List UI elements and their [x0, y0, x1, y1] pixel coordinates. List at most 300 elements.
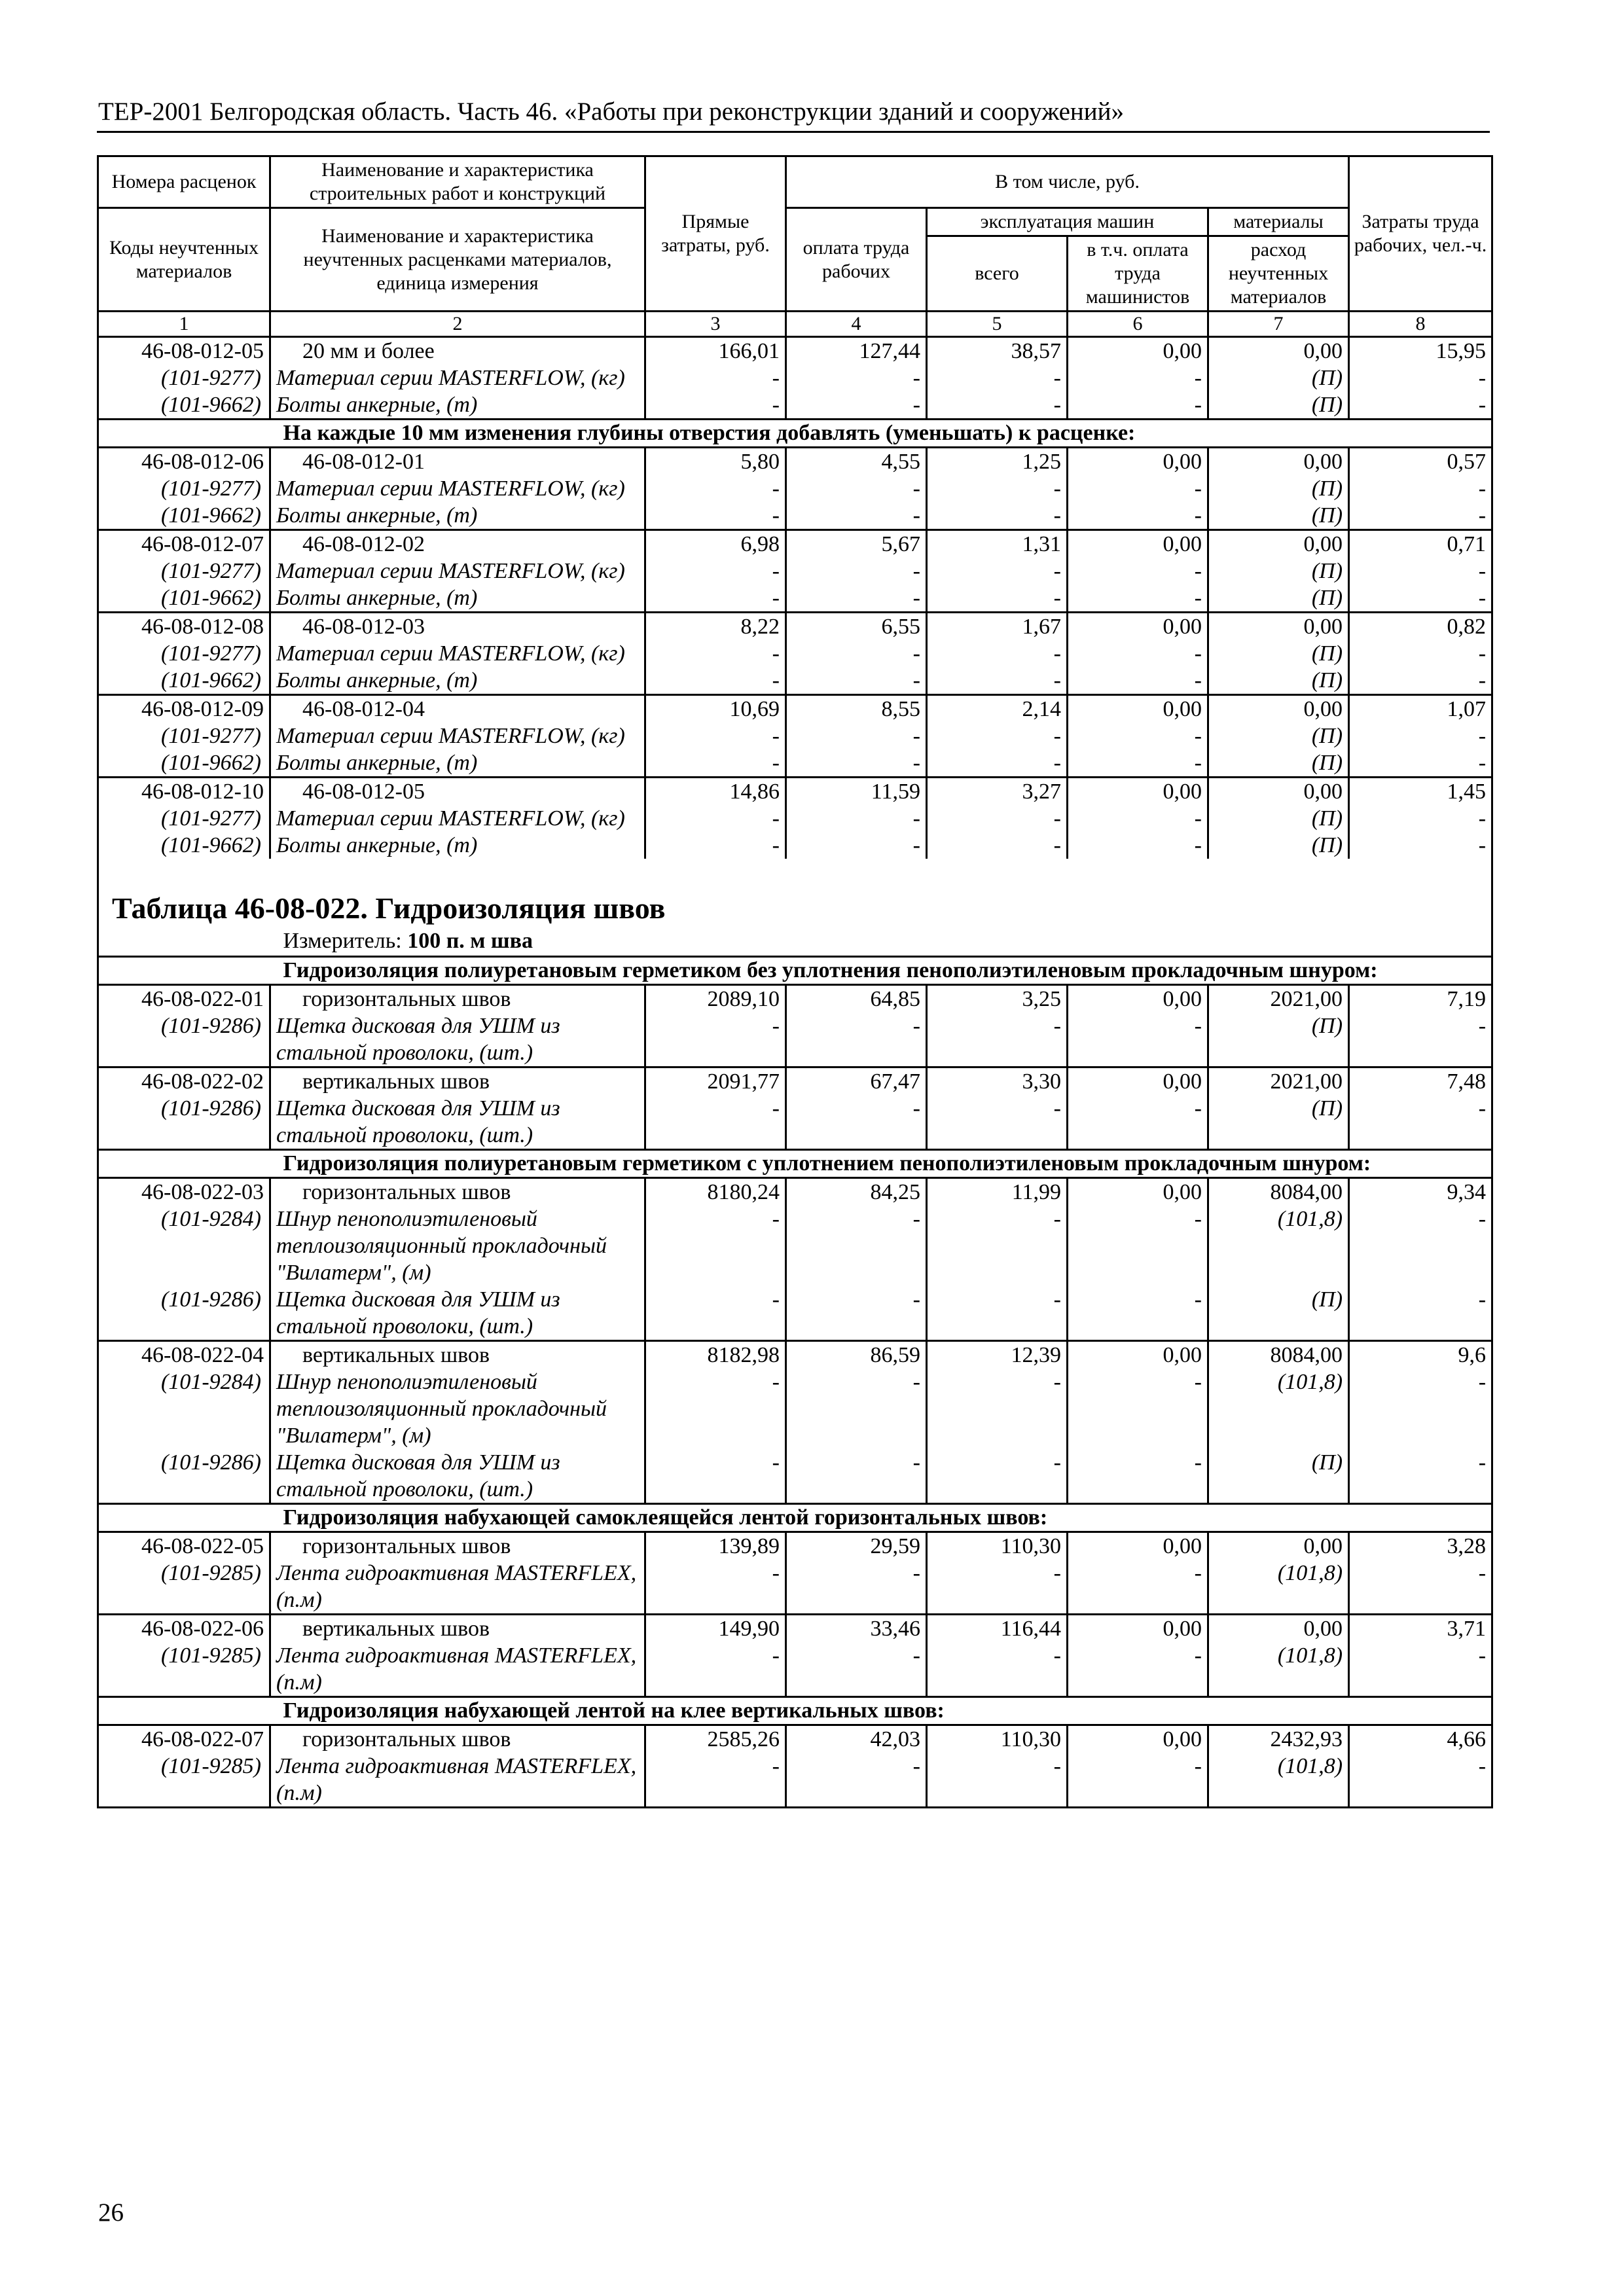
measure-cell — [270, 927, 1492, 957]
value-cell: - — [1068, 1369, 1208, 1449]
material-row — [98, 805, 1492, 832]
material-name: Материал серии MASTERFLOW, (кг) — [276, 724, 625, 748]
value-cell: - — [1349, 667, 1492, 695]
value-cell: - — [1349, 584, 1492, 613]
section-heading-row — [98, 1504, 1492, 1532]
rate-name: горизонтальных швов — [270, 1178, 645, 1206]
material-consumption: (П) — [1311, 476, 1343, 501]
value-cell — [1208, 365, 1349, 391]
col-number: 1 — [98, 312, 270, 337]
material-name-cell — [270, 667, 645, 695]
material-name: Болты анкерные, (т) — [276, 751, 478, 775]
material-code: (101-9285) — [161, 1561, 261, 1585]
rate-row — [98, 613, 1492, 641]
material-code: (101-9662) — [161, 393, 261, 417]
section-heading-row — [98, 1697, 1492, 1725]
material-row — [98, 1449, 1492, 1504]
section-spacer — [98, 1150, 270, 1178]
value-cell: 42,03 — [786, 1725, 927, 1753]
material-consumption: (П) — [1311, 393, 1343, 417]
value-cell: - — [645, 805, 786, 832]
value-cell: 5,80 — [645, 448, 786, 476]
value-cell: - — [786, 805, 927, 832]
material-code-cell — [98, 1095, 270, 1150]
material-code: (101-9286) — [161, 1096, 261, 1121]
material-row — [98, 1286, 1492, 1341]
value-cell: 2021,00 — [1208, 1067, 1349, 1096]
material-name: Шнур пенополиэтиленовый теплоизоляционный прокладочный "Вилатерм", (м) — [276, 1207, 607, 1285]
col-header-including: В том числе, руб. — [786, 156, 1349, 208]
material-name-cell — [270, 1642, 645, 1697]
col-header-rate-number: Номера расценок — [98, 156, 270, 208]
material-name-cell — [270, 1449, 645, 1504]
material-row — [98, 558, 1492, 584]
rate-row — [98, 1067, 1492, 1096]
rate-name: вертикальных швов — [270, 1615, 645, 1643]
material-code-cell — [98, 1642, 270, 1697]
material-consumption: (П) — [1311, 366, 1343, 390]
value-cell: - — [1068, 667, 1208, 695]
material-consumption: (П) — [1311, 641, 1343, 666]
value-cell: 8084,00 — [1208, 1178, 1349, 1206]
material-code-cell — [98, 749, 270, 778]
material-row — [98, 1642, 1492, 1697]
value-cell: - — [927, 1013, 1068, 1067]
value-cell: 0,00 — [1208, 695, 1349, 723]
value-cell: 0,00 — [1068, 1341, 1208, 1369]
rate-name: 20 мм и более — [270, 337, 645, 365]
rate-name: вертикальных швов — [270, 1341, 645, 1369]
value-cell: - — [1349, 502, 1492, 530]
value-cell: 84,25 — [786, 1178, 927, 1206]
material-name-cell — [270, 1753, 645, 1808]
material-code-cell — [98, 1013, 270, 1067]
col-number: 4 — [786, 312, 927, 337]
material-name-cell — [270, 1286, 645, 1341]
material-code-cell — [98, 365, 270, 391]
material-name: Болты анкерные, (т) — [276, 833, 478, 857]
value-cell: 9,34 — [1349, 1178, 1492, 1206]
value-cell: 0,00 — [1208, 613, 1349, 641]
material-code: (101-9286) — [161, 1287, 261, 1312]
rate-code: 46-08-022-06 — [98, 1615, 270, 1643]
material-row — [98, 475, 1492, 502]
value-cell: 110,30 — [927, 1725, 1068, 1753]
value-cell: - — [786, 667, 927, 695]
value-cell: - — [1068, 502, 1208, 530]
value-cell: 1,45 — [1349, 778, 1492, 806]
value-cell: - — [927, 1642, 1068, 1697]
value-cell: 0,00 — [1068, 985, 1208, 1013]
value-cell: 0,00 — [1068, 695, 1208, 723]
material-name-cell — [270, 584, 645, 613]
material-name: Материал серии MASTERFLOW, (кг) — [276, 641, 625, 666]
value-cell: 127,44 — [786, 337, 927, 365]
measure-label: Измеритель: — [283, 929, 408, 953]
rate-code: 46-08-012-10 — [98, 778, 270, 806]
value-cell: - — [786, 640, 927, 667]
material-code: (101-9277) — [161, 476, 261, 501]
rate-code: 46-08-012-05 — [98, 337, 270, 365]
rate-code: 46-08-022-07 — [98, 1725, 270, 1753]
value-cell: 4,66 — [1349, 1725, 1492, 1753]
section-heading-row — [98, 420, 1492, 448]
material-row — [98, 1206, 1492, 1286]
material-row — [98, 365, 1492, 391]
value-cell: 2585,26 — [645, 1725, 786, 1753]
material-code: (101-9662) — [161, 833, 261, 857]
material-code-cell — [98, 667, 270, 695]
col-header-material-consumption: расход неучтенных материалов — [1208, 236, 1349, 312]
value-cell — [1208, 391, 1349, 420]
material-code: (101-9285) — [161, 1754, 261, 1778]
rate-code: 46-08-022-03 — [98, 1178, 270, 1206]
material-name-cell — [270, 749, 645, 778]
value-cell: 86,59 — [786, 1341, 927, 1369]
material-code: (101-9662) — [161, 751, 261, 775]
material-row — [98, 502, 1492, 530]
material-code: (101-9286) — [161, 1450, 261, 1475]
material-name: Болты анкерные, (т) — [276, 393, 478, 417]
rate-name: 46-08-012-02 — [270, 530, 645, 558]
material-code: (101-9662) — [161, 586, 261, 610]
value-cell: 8180,24 — [645, 1178, 786, 1206]
value-cell: 149,90 — [645, 1615, 786, 1643]
material-consumption: (П) — [1311, 503, 1343, 528]
value-cell: - — [645, 1369, 786, 1449]
value-cell: 0,00 — [1068, 337, 1208, 365]
value-cell: - — [786, 832, 927, 859]
material-row — [98, 1753, 1492, 1808]
value-cell: - — [927, 475, 1068, 502]
section-heading-row — [98, 957, 1492, 985]
material-consumption: (П) — [1311, 806, 1343, 831]
measure-spacer — [98, 927, 270, 957]
material-code-cell — [98, 832, 270, 859]
value-cell — [1208, 558, 1349, 584]
value-cell: - — [786, 502, 927, 530]
material-name: Материал серии MASTERFLOW, (кг) — [276, 559, 625, 583]
rate-code: 46-08-022-04 — [98, 1341, 270, 1369]
section-spacer — [98, 420, 270, 448]
value-cell: - — [1068, 749, 1208, 778]
material-code: (101-9277) — [161, 366, 261, 390]
value-cell: 166,01 — [645, 337, 786, 365]
value-cell: 1,25 — [927, 448, 1068, 476]
material-name-cell — [270, 502, 645, 530]
rate-code: 46-08-022-02 — [98, 1067, 270, 1096]
material-consumption: (101,8) — [1277, 1370, 1343, 1394]
value-cell: - — [1349, 832, 1492, 859]
material-code-cell — [98, 1206, 270, 1286]
material-row — [98, 667, 1492, 695]
value-cell: - — [1349, 1369, 1492, 1449]
value-cell: - — [1349, 640, 1492, 667]
value-cell: - — [645, 1206, 786, 1286]
col-header-machinist-pay: в т.ч. оплата труда машинистов — [1068, 236, 1208, 312]
col-number: 2 — [270, 312, 645, 337]
value-cell: - — [927, 391, 1068, 420]
value-cell: - — [1068, 640, 1208, 667]
value-cell: 10,69 — [645, 695, 786, 723]
value-cell: 14,86 — [645, 778, 786, 806]
material-name-cell — [270, 640, 645, 667]
value-cell: 0,00 — [1068, 1178, 1208, 1206]
col-header-machines: эксплуатация машин — [927, 208, 1208, 236]
value-cell: 11,59 — [786, 778, 927, 806]
rate-code: 46-08-012-06 — [98, 448, 270, 476]
running-header: ТЕР-2001 Белгородская область. Часть 46. «Работы при реконструкции зданий и сооружений» — [98, 98, 1125, 126]
value-cell: - — [1349, 1449, 1492, 1504]
value-cell: - — [927, 1449, 1068, 1504]
value-cell: - — [786, 723, 927, 749]
value-cell: - — [786, 1369, 927, 1449]
value-cell: 3,25 — [927, 985, 1068, 1013]
value-cell: 0,00 — [1068, 448, 1208, 476]
material-name-cell — [270, 1013, 645, 1067]
value-cell: - — [786, 1642, 927, 1697]
value-cell: - — [1068, 1013, 1208, 1067]
value-cell: - — [786, 1753, 927, 1808]
material-name: Щетка дисковая для УШМ из стальной проволоки, (шт.) — [276, 1096, 560, 1147]
material-name-cell — [270, 1369, 645, 1449]
material-code-cell — [98, 640, 270, 667]
material-code-cell — [98, 391, 270, 420]
section-heading-row — [98, 1150, 1492, 1178]
material-code-cell — [98, 475, 270, 502]
value-cell: - — [1068, 1753, 1208, 1808]
col-number: 6 — [1068, 312, 1208, 337]
page-number: 26 — [98, 2198, 124, 2227]
col-number: 7 — [1208, 312, 1349, 337]
value-cell: - — [927, 1095, 1068, 1150]
value-cell: - — [645, 1560, 786, 1615]
material-row — [98, 640, 1492, 667]
material-name-cell — [270, 475, 645, 502]
value-cell: 0,00 — [1068, 1532, 1208, 1560]
material-consumption: (101,8) — [1277, 1754, 1343, 1778]
material-code-cell — [98, 1286, 270, 1341]
material-consumption: (П) — [1311, 1096, 1343, 1121]
value-cell: - — [1349, 1286, 1492, 1341]
material-name-cell — [270, 391, 645, 420]
value-cell: - — [786, 1013, 927, 1067]
value-cell: - — [1068, 365, 1208, 391]
value-cell: - — [1349, 475, 1492, 502]
value-cell: - — [645, 475, 786, 502]
value-cell: 2091,77 — [645, 1067, 786, 1096]
value-cell: - — [1349, 365, 1492, 391]
rate-row — [98, 778, 1492, 806]
material-name-cell — [270, 832, 645, 859]
material-name: Лента гидроактивная MASTERFLEX, (п.м) — [276, 1643, 637, 1695]
col-number: 3 — [645, 312, 786, 337]
value-cell: - — [645, 502, 786, 530]
value-cell: 2432,93 — [1208, 1725, 1349, 1753]
rate-row — [98, 448, 1492, 476]
material-code-cell — [98, 1560, 270, 1615]
material-name: Болты анкерные, (т) — [276, 586, 478, 610]
value-cell: 1,07 — [1349, 695, 1492, 723]
value-cell: - — [645, 640, 786, 667]
value-cell: 110,30 — [927, 1532, 1068, 1560]
material-code: (101-9284) — [161, 1207, 261, 1231]
value-cell: 0,00 — [1208, 530, 1349, 558]
material-code: (101-9277) — [161, 641, 261, 666]
value-cell: - — [1068, 584, 1208, 613]
col-number: 5 — [927, 312, 1068, 337]
col-header-materials: материалы — [1208, 208, 1349, 236]
material-code: (101-9277) — [161, 559, 261, 583]
material-row — [98, 584, 1492, 613]
value-cell: - — [786, 584, 927, 613]
material-name-cell — [270, 365, 645, 391]
rate-name: 46-08-012-01 — [270, 448, 645, 476]
material-consumption: (П) — [1311, 559, 1343, 583]
material-code: (101-9285) — [161, 1643, 261, 1668]
value-cell: 2021,00 — [1208, 985, 1349, 1013]
value-cell: - — [927, 558, 1068, 584]
table-title-row — [98, 888, 1492, 927]
value-cell: - — [1349, 1095, 1492, 1150]
table-title: Таблица 46-08-022. Гидроизоляция швов — [98, 888, 1492, 927]
value-cell: - — [786, 1560, 927, 1615]
value-cell: 139,89 — [645, 1532, 786, 1560]
value-cell: - — [645, 391, 786, 420]
value-cell: 0,71 — [1349, 530, 1492, 558]
value-cell: - — [1349, 1642, 1492, 1697]
value-cell: - — [786, 749, 927, 778]
material-name: Лента гидроактивная MASTERFLEX, (п.м) — [276, 1561, 637, 1612]
material-code-cell — [98, 805, 270, 832]
section-spacer — [98, 1504, 270, 1532]
value-cell: 38,57 — [927, 337, 1068, 365]
value-cell: - — [645, 749, 786, 778]
material-name: Материал серии MASTERFLOW, (кг) — [276, 366, 625, 390]
value-cell: - — [927, 1560, 1068, 1615]
value-cell: - — [927, 640, 1068, 667]
measure-row — [98, 927, 1492, 957]
value-cell: 2089,10 — [645, 985, 786, 1013]
value-cell: - — [786, 391, 927, 420]
material-consumption: (П) — [1311, 833, 1343, 857]
col-header-work-name: Наименование и характеристика строительных работ и конструкций — [270, 156, 645, 208]
value-cell: - — [786, 1286, 927, 1341]
value-cell: 0,00 — [1208, 1615, 1349, 1643]
rate-name: вертикальных швов — [270, 1067, 645, 1096]
col-header-machines-total: всего — [927, 236, 1068, 312]
value-cell — [1208, 502, 1349, 530]
value-cell: - — [1068, 1642, 1208, 1697]
value-cell: 1,67 — [927, 613, 1068, 641]
material-consumption: (П) — [1311, 724, 1343, 748]
material-code: (101-9662) — [161, 668, 261, 692]
value-cell: 67,47 — [786, 1067, 927, 1096]
material-name-cell — [270, 805, 645, 832]
value-cell: - — [1068, 475, 1208, 502]
value-cell: - — [927, 502, 1068, 530]
value-cell: - — [1349, 1206, 1492, 1286]
value-cell: - — [1349, 558, 1492, 584]
value-cell: - — [645, 1449, 786, 1504]
material-row — [98, 1560, 1492, 1615]
rate-row — [98, 695, 1492, 723]
value-cell — [1208, 1449, 1349, 1504]
value-cell: 0,00 — [1068, 1725, 1208, 1753]
value-cell: - — [1068, 1449, 1208, 1504]
value-cell: - — [1349, 1560, 1492, 1615]
value-cell: - — [927, 1753, 1068, 1808]
value-cell: 3,71 — [1349, 1615, 1492, 1643]
material-consumption: (П) — [1311, 1014, 1343, 1038]
material-name: Щетка дисковая для УШМ из стальной проволоки, (шт.) — [276, 1287, 560, 1338]
value-cell: 5,67 — [786, 530, 927, 558]
rate-row — [98, 1178, 1492, 1206]
material-row — [98, 1013, 1492, 1067]
rate-code: 46-08-022-05 — [98, 1532, 270, 1560]
material-row — [98, 723, 1492, 749]
value-cell: 0,00 — [1068, 530, 1208, 558]
value-cell: 8,55 — [786, 695, 927, 723]
rates-table — [97, 155, 1493, 1808]
section-title: Гидроизоляция полиуретановым герметиком с уплотнением пенополиэтиленовым прокладочным шнуром: — [270, 1150, 1492, 1178]
material-row — [98, 832, 1492, 859]
value-cell: 0,00 — [1208, 778, 1349, 806]
value-cell: - — [645, 1095, 786, 1150]
value-cell: - — [1068, 1286, 1208, 1341]
material-name-cell — [270, 1206, 645, 1286]
value-cell: - — [1349, 723, 1492, 749]
col-header-material-codes: Коды неучтенных материалов — [98, 208, 270, 312]
value-cell: - — [786, 1206, 927, 1286]
value-cell: 33,46 — [786, 1615, 927, 1643]
material-row — [98, 1369, 1492, 1449]
value-cell: - — [1068, 558, 1208, 584]
value-cell: 6,55 — [786, 613, 927, 641]
rate-row — [98, 1532, 1492, 1560]
measure-value: 100 п. м шва — [407, 929, 533, 953]
rate-name: 46-08-012-03 — [270, 613, 645, 641]
value-cell: - — [927, 1286, 1068, 1341]
material-consumption: (П) — [1311, 1287, 1343, 1312]
value-cell: - — [1349, 391, 1492, 420]
value-cell: 11,99 — [927, 1178, 1068, 1206]
material-code: (101-9277) — [161, 724, 261, 748]
rate-name: 46-08-012-05 — [270, 778, 645, 806]
value-cell — [1208, 1013, 1349, 1067]
value-cell: 12,39 — [927, 1341, 1068, 1369]
value-cell: 9,6 — [1349, 1341, 1492, 1369]
rate-name: горизонтальных швов — [270, 1725, 645, 1753]
value-cell: - — [645, 1286, 786, 1341]
value-cell — [1208, 475, 1349, 502]
material-code-cell — [98, 1369, 270, 1449]
value-cell: - — [645, 723, 786, 749]
value-cell: 3,27 — [927, 778, 1068, 806]
value-cell: - — [786, 1449, 927, 1504]
value-cell: - — [645, 365, 786, 391]
col-header-worker-pay: оплата труда рабочих — [786, 208, 927, 312]
value-cell: 6,98 — [645, 530, 786, 558]
material-name: Материал серии MASTERFLOW, (кг) — [276, 806, 625, 831]
col-header-direct-costs: Прямые затраты, руб. — [645, 156, 786, 312]
material-code: (101-9286) — [161, 1014, 261, 1038]
value-cell — [1208, 723, 1349, 749]
value-cell: - — [1349, 1753, 1492, 1808]
value-cell: - — [927, 1369, 1068, 1449]
value-cell: 0,00 — [1068, 1067, 1208, 1096]
value-cell: - — [1068, 391, 1208, 420]
